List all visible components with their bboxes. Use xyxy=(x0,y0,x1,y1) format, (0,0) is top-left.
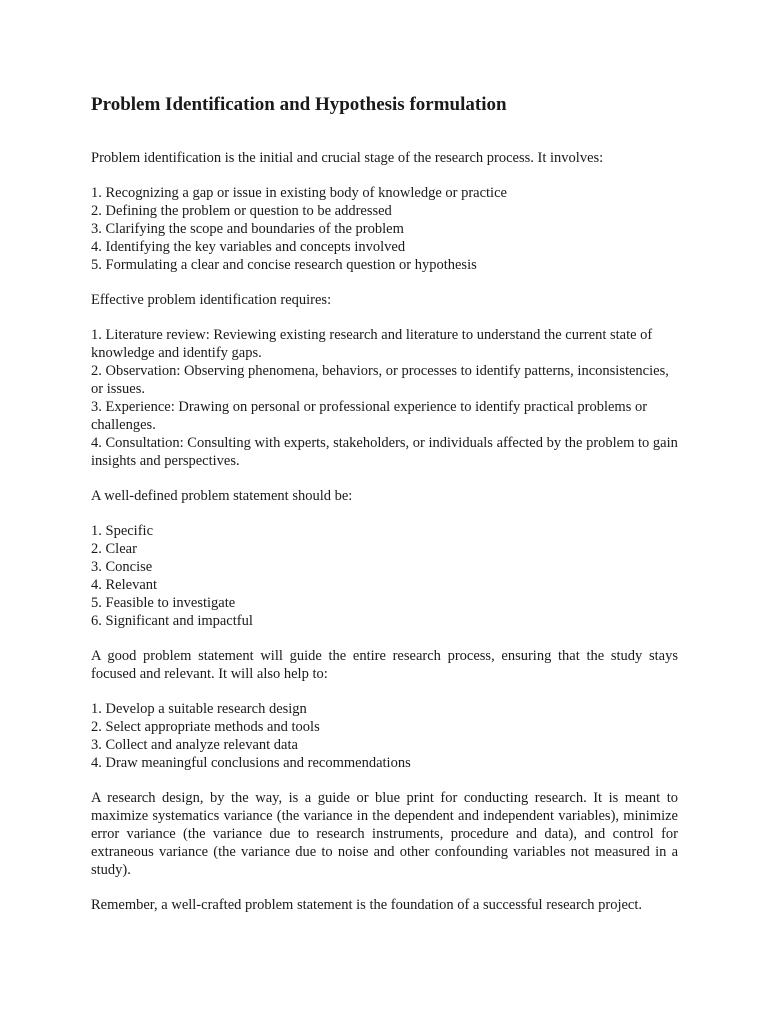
list-item: 4. Relevant xyxy=(91,577,158,593)
list-item: 3. Clarifying the scope and boundaries of the problem xyxy=(91,221,404,237)
list-item: 2. Clear xyxy=(91,541,137,557)
list-item: 5. Formulating a clear and concise research question or hypothesis xyxy=(91,257,477,273)
list-item: 5. Feasible to investigate xyxy=(91,595,236,611)
document-page xyxy=(91,93,678,931)
document-title: Problem Identification and Hypothesis formulation xyxy=(91,94,507,115)
list-item: 6. Significant and impactful xyxy=(91,613,253,629)
involves-list xyxy=(91,184,678,274)
guide-paragraph: A good problem statement will guide the entire research process, ensuring that the study stays focused and relevant. It will also help to: xyxy=(91,648,678,682)
document-body xyxy=(91,149,678,914)
list-item: 1. Develop a suitable research design xyxy=(91,701,307,717)
requires-intro: Effective problem identification requires: xyxy=(91,292,332,308)
list-item: 1. Specific xyxy=(91,523,154,539)
list-item: 3. Experience: Drawing on personal or professional experience to identify practical problems or challenges. xyxy=(91,399,648,433)
list-item: 1. Recognizing a gap or issue in existing body of knowledge or practice xyxy=(91,185,507,201)
statement-list xyxy=(91,522,678,630)
list-item: 2. Select appropriate methods and tools xyxy=(91,719,320,735)
list-item: 4. Identifying the key variables and concepts involved xyxy=(91,239,406,255)
design-paragraph: A research design, by the way, is a guide or blue print for conducting research. It is meant to maximize systematics variance (the variance in the dependent and independent variables), minimize error variance (the variance due to research instruments, procedure and data), and control for extraneous variance (the variance due to noise and other confounding variables not measured in a study). xyxy=(91,790,678,878)
list-item: 4. Draw meaningful conclusions and recommendations xyxy=(91,755,411,771)
statement-intro: A well-defined problem statement should be: xyxy=(91,488,353,504)
list-item: 2. Defining the problem or question to be addressed xyxy=(91,203,392,219)
intro-paragraph: Problem identification is the initial and crucial stage of the research process. It involves: xyxy=(91,150,604,166)
list-item: 3. Concise xyxy=(91,559,153,575)
requires-list xyxy=(91,326,678,470)
closing-paragraph: Remember, a well-crafted problem statement is the foundation of a successful research project. xyxy=(91,897,643,913)
list-item: 2. Observation: Observing phenomena, behaviors, or processes to identify patterns, inconsistencies, or issues. xyxy=(91,363,669,397)
help-list xyxy=(91,700,678,772)
list-item: 1. Literature review: Reviewing existing research and literature to understand the current state of knowledge and identify gaps. xyxy=(91,327,653,361)
list-item: 3. Collect and analyze relevant data xyxy=(91,737,298,753)
list-item: 4. Consultation: Consulting with experts, stakeholders, or individuals affected by the problem to gain insights and perspectives. xyxy=(91,435,678,469)
